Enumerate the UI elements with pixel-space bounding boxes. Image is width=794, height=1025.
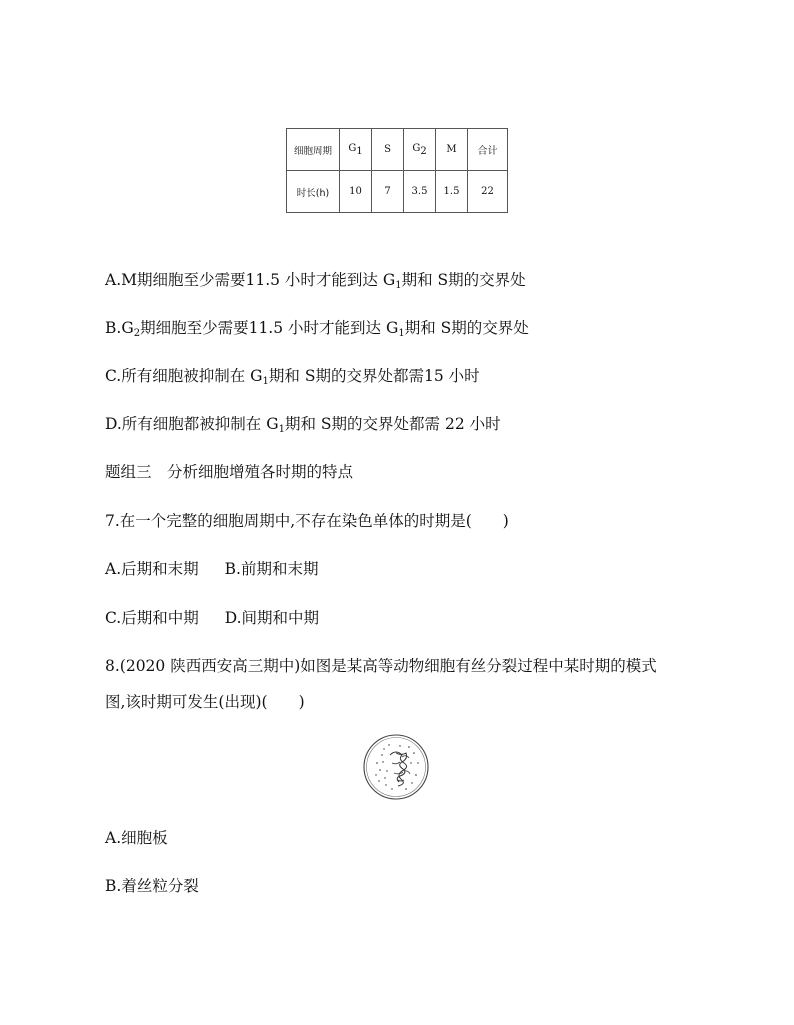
phase-base: G <box>412 142 421 154</box>
row-label-cell: 时长(h) <box>287 171 340 213</box>
text-part: 期和 S期的交界处 <box>401 271 526 289</box>
phase-subscript: 2 <box>420 145 427 157</box>
cell-cycle-table <box>286 128 508 213</box>
text-part: B.G <box>105 319 134 337</box>
subscript: 1 <box>398 328 405 339</box>
phase-base: S <box>384 144 391 155</box>
q7-option-c: C.后期和中期 <box>105 609 199 627</box>
text-part: 期和 S期的交界处都需15 小时 <box>268 367 480 385</box>
q7-options-row-2 <box>105 608 319 628</box>
section-title: 题组三 分析细胞增殖各时期的特点 <box>105 463 354 481</box>
q7-option-a: A.后期和末期 <box>105 560 199 578</box>
subscript: 1 <box>395 280 402 291</box>
q7-option-b: B.前期和末期 <box>224 560 319 578</box>
text-part: 期和 S期的交界处都需 22 小时 <box>285 415 501 433</box>
duration-cell: 1.5 <box>436 171 468 213</box>
text-part: 期细胞至少需要11.5 小时才能到达 G <box>140 319 399 337</box>
subscript: 1 <box>278 424 285 435</box>
duration-cell: 3.5 <box>404 171 436 213</box>
text-part: D.所有细胞都被抑制在 G <box>105 415 279 433</box>
duration-cell: 10 <box>340 171 372 213</box>
text-part: 期和 S期的交界处 <box>404 319 529 337</box>
cell-mitosis-diagram-icon <box>362 733 430 801</box>
phase-base: G <box>348 142 357 154</box>
text-part: C.所有细胞被抑制在 G <box>105 367 263 385</box>
q8-option-b: B.着丝粒分裂 <box>105 877 199 895</box>
phase-base: M <box>446 144 457 155</box>
duration-cell: 7 <box>372 171 404 213</box>
phase-s-cell <box>372 129 404 171</box>
table-header-row <box>287 129 508 171</box>
duration-cell: 22 <box>468 171 508 213</box>
q8-stem-line-2: 图,该时期可发生(出现)( ) <box>105 693 305 711</box>
q6-option-c <box>105 366 480 392</box>
q7-stem: 7.在一个完整的细胞周期中,不存在染色单体的时期是( ) <box>105 512 509 530</box>
q6-option-d <box>105 414 501 440</box>
q7-options-row-1 <box>105 559 318 579</box>
text-part: A.M期细胞至少需要11.5 小时才能到达 G <box>105 271 396 289</box>
phase-g1-cell <box>340 129 372 171</box>
q8-option-a: A.细胞板 <box>105 829 168 847</box>
subscript: 2 <box>133 328 141 339</box>
q8-stem-line-1: 8.(2020 陕西西安高三期中)如图是某高等动物细胞有丝分裂过程中某时期的模式 <box>105 657 657 675</box>
phase-g2-cell <box>404 129 436 171</box>
header-label-cell: 细胞周期 <box>287 129 340 171</box>
q7-option-d: D.间期和中期 <box>224 609 320 627</box>
phase-m-cell <box>436 129 468 171</box>
subscript: 1 <box>262 376 269 387</box>
phase-subscript: 1 <box>356 145 363 157</box>
q6-option-a <box>105 270 526 296</box>
table-data-row <box>287 171 508 213</box>
total-label-cell: 合计 <box>468 129 508 171</box>
q6-option-b <box>105 318 529 344</box>
